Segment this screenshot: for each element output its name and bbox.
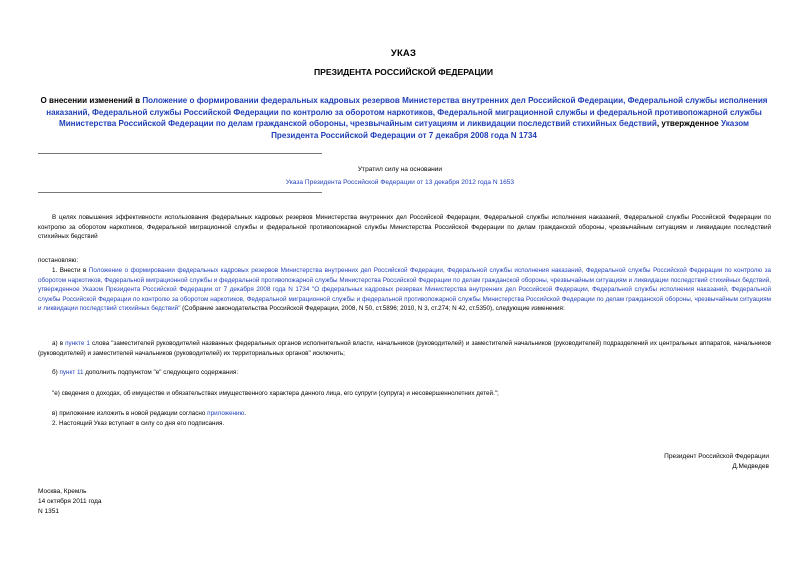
item-1 <box>38 266 771 314</box>
item-b-link[interactable]: пункт 11 <box>59 369 84 376</box>
item-b-suffix: дополнить подпунктом "е" следующего содержания: <box>83 369 239 376</box>
lost-force-link[interactable]: Указа Президента Российской Федерации от 13 декабря 2012 года N 1653 <box>285 179 515 186</box>
signature-position: Президент Российской Федерации <box>664 453 769 460</box>
item-b-prefix: б) <box>52 369 60 376</box>
doc-subtitle: ПРЕЗИДЕНТА РОССИЙСКОЙ ФЕДЕРАЦИИ <box>313 67 494 77</box>
lost-force-text: Утратил силу на основании <box>357 166 443 173</box>
item-1-link[interactable]: Положение о формировании федеральных кадровых резервов Министерства внутренних дел Российской Федерации, Федеральной службы исполнения наказаний, Федеральной службы Российской Федерации по контролю за оборотом наркотиков, Федеральной миграционной службы и федеральной противопожарной службы Министерства Российской Федерации по делам гражданской обороны, чрезвычайным ситуациям и ликвидации последствий стихийных бедствий, утвержденное Указом Президента Российской Федерации от 7 декабря 2008 года N 1734 "О федеральных кадровых резервах Министерства внутренних дел Российской Федерации, Федеральной службы исполнения наказаний, Федеральной службы Российской Федерации по контролю за оборотом наркотиков, Федеральной миграционной службы и федеральной противопожарной службы Министерства Российской Федерации по делам гражданской обороны, чрезвычайным ситуациям и ликвидации последствий стихийных бедствий" <box>38 267 772 313</box>
signature-block <box>664 452 769 472</box>
divider-top <box>38 153 322 154</box>
item-a-link[interactable]: пункте 1 <box>65 340 90 347</box>
footer-place: Москва, Кремль <box>38 488 87 495</box>
doc-heading <box>40 95 768 141</box>
heading-middle: , утвержденное <box>656 119 721 129</box>
item-b <box>38 368 771 378</box>
item-v-suffix: . <box>244 410 246 417</box>
signature-name: Д.Медведев <box>732 463 769 470</box>
heading-prefix: О внесении изменений в <box>40 96 143 105</box>
footer-date: 14 октября 2011 года <box>38 498 102 505</box>
item-1-suffix: (Собрание законодательства Российской Федерации, 2008, N 50, ст.5896; 2010, N 3, ст.274; N 42, ст.5350), следующие изменения: <box>180 305 565 313</box>
item-v-link[interactable]: приложению <box>207 410 245 417</box>
heading-link-regulation[interactable]: Положение о формировании федеральных кадровых резервов Министерства внутренних дел Российской Федерации, Федеральной службы исполнения наказаний, Федеральной службы Российской Федерации по контролю за оборотом наркотиков, Федеральной миграционной службы и федеральной противопожарной службы Министерства Российской Федерации по делам гражданской обороны, чрезвычайным ситуациям и ликвидации последствий стихийных бедствий <box>46 96 768 129</box>
item-v <box>38 409 771 419</box>
item-1-prefix: 1. Внести в <box>52 267 89 274</box>
footer-number: N 1351 <box>38 508 59 515</box>
item-a-suffix: слова "заместителей руководителей названных федеральных органов исполнительной власти, начальников (руководителей) и заместителей начальников (руководителей) подразделений их центральных аппаратов, начальников (руководителей) и заместителей начальников (руководителей) их территориальных органов" исключить; <box>38 340 771 357</box>
preamble: В целях повышения эффективности использования федеральных кадровых резервов Министерства внутренних дел Российской Федерации, Федеральной службы исполнения наказаний, Федеральной службы Российской Федерации по контролю за оборотом наркотиков, Федеральной миграционной службы и федеральной противопожарной службы Министерства Российской Федерации по делам гражданской обороны, чрезвычайным ситуациям и ликвидации последствий стихийных бедствий <box>38 214 771 241</box>
footer-block <box>38 487 102 517</box>
item-v-prefix: в) приложение изложить в новой редакции согласно <box>52 410 208 417</box>
decree-word: постановляю: <box>38 257 79 264</box>
doc-title: УКАЗ <box>390 48 417 59</box>
item-a <box>38 339 771 358</box>
item-a-prefix: а) в <box>52 340 66 347</box>
lost-force-note <box>240 165 560 188</box>
heading-link-decree[interactable]: Указом Президента Российской Федерации от 7 декабря 2008 года N 1734 <box>271 119 750 140</box>
divider-bottom <box>38 192 322 193</box>
item-e: "е) сведения о доходах, об имуществе и обязательствах имущественного характера данного лица, его супруги (супруга) и несовершеннолетних детей."; <box>52 390 499 397</box>
item-2: 2. Настоящий Указ вступает в силу со дня его подписания. <box>52 420 225 427</box>
